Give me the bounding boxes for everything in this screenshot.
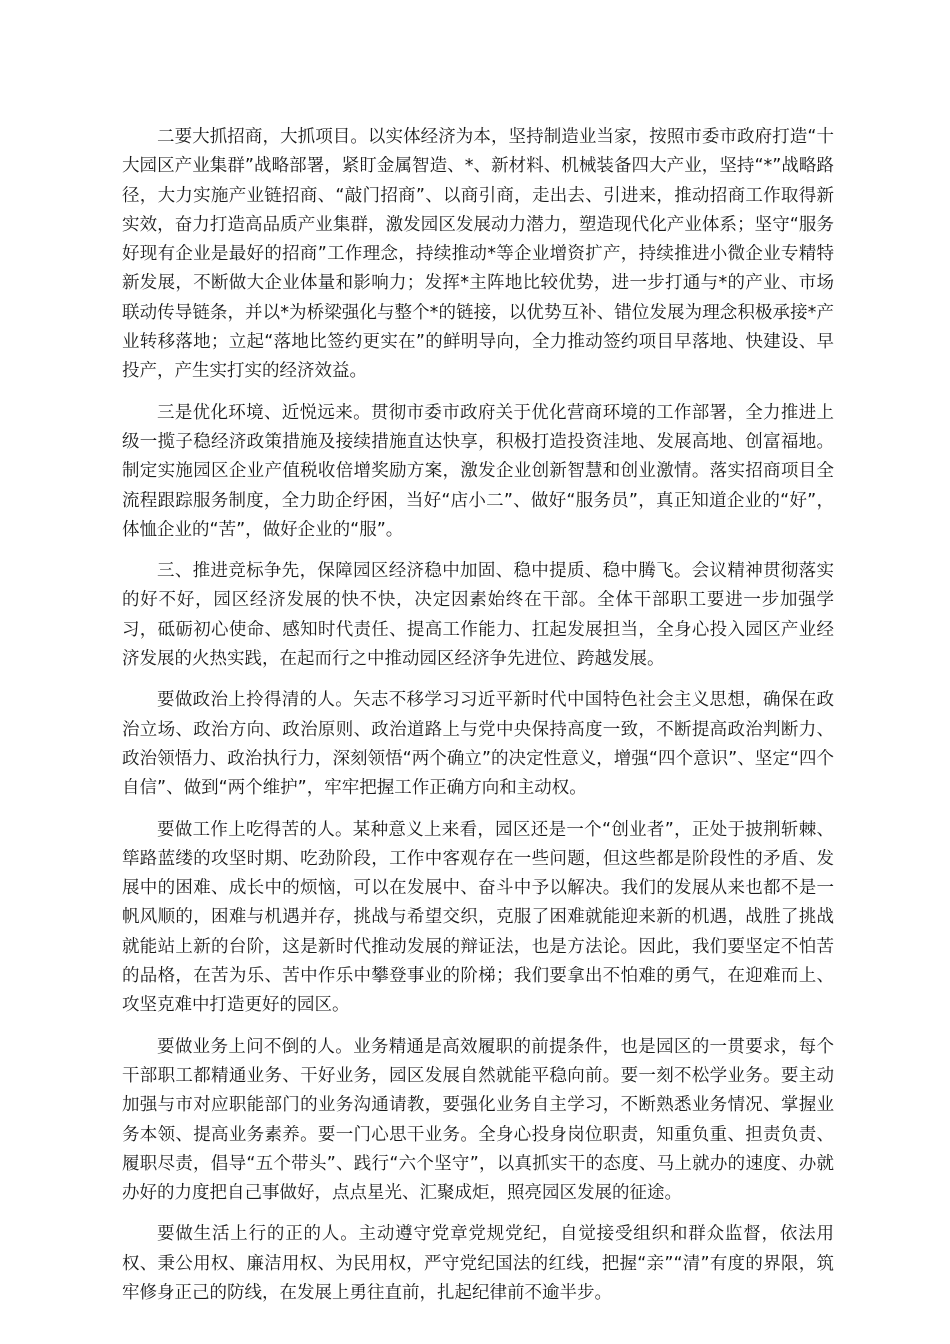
paragraph-work: 要做工作上吃得苦的人。某种意义上来看，园区还是一个“创业者”，正处于披荆斩棘、筚路蓝缕的攻坚时期、吃劲阶段，工作中客观存在一些问题，但这些都是阶段性的矛盾、发展中的困难、成长中的烦恼，可以在发展中、奋斗中予以解决。我们的发展从来也都不是一帆风顺的，困难与机遇并存，挑战与希望交织，克服了困难就能迎来新的机遇，战胜了挑战就能站上新的台阶，这是新时代推动发展的辩证法，也是方法论。因此，我们要坚定不怕苦的品格，在苦为乐、苦中作乐中攀登事业的阶梯；我们要拿出不怕难的勇气，在迎难而上、攻坚克难中打造更好的园区。 (122, 819, 834, 1016)
paragraph-political: 要做政治上拎得清的人。矢志不移学习习近平新时代中国特色社会主义思想，确保在政治立场、政治方向、政治原则、政治道路上与党中央保持高度一致，不断提高政治判断力、政治领悟力、政治执行力，深刻领悟“两个确立”的决定性意义，增强“四个意识”、坚定“四个自信”、做到“两个维护”，牢牢把握工作正确方向和主动权。 (122, 690, 834, 799)
paragraph-section-three: 三、推进竞标争先，保障园区经济稳中加固、稳中提质、稳中腾飞。会议精神贯彻落实的好不好，园区经济发展的快不快，决定因素始终在干部。全体干部职工要进一步加强学习，砥砺初心使命、感知时代责任、提高工作能力、扛起发展担当，全身心投入园区产业经济发展的火热实践，在起而行之中推动园区经济争先进位、跨越发展。 (122, 561, 834, 670)
paragraph-conduct: 要做生活上行的正的人。主动遵守党章党规党纪，自觉接受组织和群众监督，依法用权、秉公用权、廉洁用权、为民用权，严守党纪国法的红线，把握“亲”“清”有度的界限，筑牢修身正己的防线，在发展上勇往直前，扎起纪律前不逾半步。 (122, 1224, 834, 1303)
paragraph-business: 要做业务上问不倒的人。业务精通是高效履职的前提条件，也是园区的一贯要求，每个干部职工都精通业务、干好业务，园区发展自然就能平稳向前。要一刻不松学业务。要主动加强与市对应职能部门的业务沟通请教，要强化业务自主学习，不断熟悉业务情况、掌握业务本领、提高业务素养。要一门心思干业务。全身心投身岗位职责，知重负重、担责负责、履职尽责，倡导“五个带头”、践行“六个坚守”，以真抓实干的态度、马上就办的速度、办就办好的力度把自己事做好，点点星光、汇聚成炬，照亮园区发展的征途。 (122, 1036, 834, 1204)
paragraph-environment: 三是优化环境、近悦远来。贯彻市委市政府关于优化营商环境的工作部署，全力推进上级一揽子稳经济政策措施及接续措施直达快享，积极打造投资洼地、发展高地、创富福地。制定实施园区企业产值税收倍增奖励方案，激发企业创新智慧和创业激情。落实招商项目全流程跟踪服务制度，全力助企纾困，当好“店小二”、做好“服务员”，真正知道企业的“好”，体恤企业的“苦”，做好企业的“服”。 (122, 402, 834, 540)
document-body (122, 123, 834, 1320)
paragraph-investment: 二要大抓招商，大抓项目。以实体经济为本，坚持制造业当家，按照市委市政府打造“十大园区产业集群”战略部署，紧盯金属智造、*、新材料、机械装备四大产业，坚持“*”战略路径，大力实施产业链招商、“敲门招商”、以商引商，走出去、引进来，推动招商工作取得新实效，奋力打造高品质产业集群，激发园区发展动力潜力，塑造现代化产业体系；坚守“服务好现有企业是最好的招商”工作理念，持续推动*等企业增资扩产，持续推进小微企业专精特新发展，不断做大企业体量和影响力；发挥*主阵地比较优势，进一步打通与*的产业、市场联动传导链条，并以*为桥梁强化与整个*的链接，以优势互补、错位发展为理念积极承接*产业转移落地；立起“落地比签约更实在”的鲜明导向，全力推动签约项目早落地、快建设、早投产，产生实打实的经济效益。 (122, 127, 834, 382)
